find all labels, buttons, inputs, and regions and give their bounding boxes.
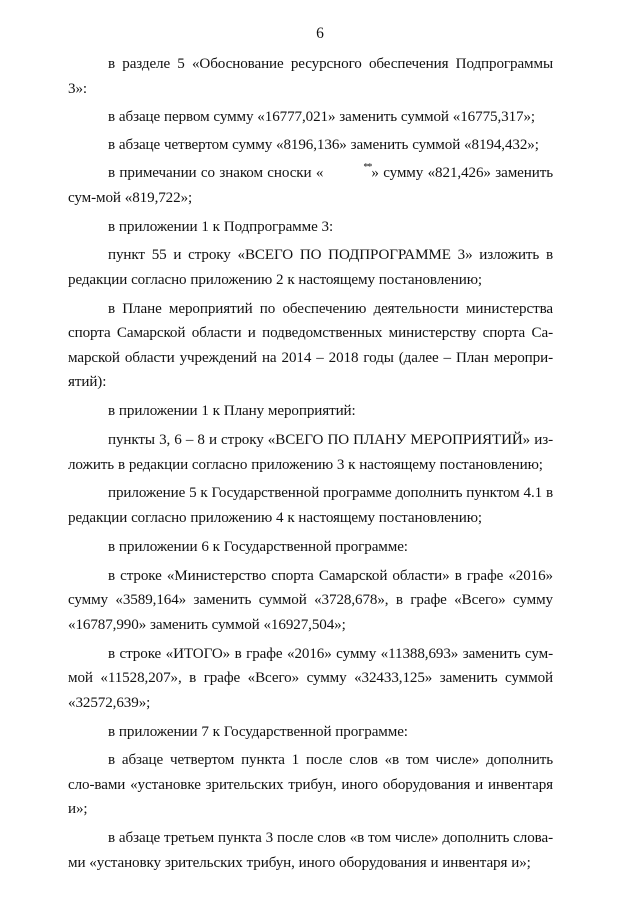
paragraph-item-3-third-abzac: в абзаце третьем пункта 3 после слов «в том числе» дополнить слова-ми «установку зрительских трибун, иного оборудования и инвентаря и»; <box>68 830 553 871</box>
paragraph-fourth-abzac: в абзаце четвертом сумму «8196,136» заменить суммой «8194,432»; <box>108 136 539 153</box>
paragraph-section-5: в разделе 5 «Обоснование ресурсного обеспечения Подпрограммы 3»: <box>68 56 553 97</box>
footnote-double-star: ** <box>363 162 372 174</box>
paragraph-appendix-6: в приложении 6 к Государственной программе: <box>108 538 408 555</box>
paragraph-appendix-1-plan: в приложении 1 к Плану мероприятий: <box>108 403 356 420</box>
paragraph-appendix-1-subprogram: в приложении 1 к Подпрограмме 3: <box>108 218 334 235</box>
footnote-note-before: в примечании со знаком сноски « <box>108 165 324 182</box>
paragraph-item-55: пункт 55 и строку «ВСЕГО ПО ПОДПРОГРАММЕ 3» изложить в редакции согласно приложению 2 к настоящему постановлению; <box>68 247 553 288</box>
document-body <box>68 52 553 880</box>
footnote-note-after: » сумму «821,426» заменить сум-мой «819,722»; <box>68 165 554 206</box>
paragraph-footnote-note <box>68 161 553 210</box>
paragraph-appendix-7: в приложении 7 к Государственной программе: <box>108 723 408 740</box>
paragraph-total-row: в строке «ИТОГО» в графе «2016» сумму «11388,693» заменить сум-мой «11528,207», в графе «Всего» сумму «32433,125» заменить суммой «32572,639»; <box>68 645 553 711</box>
paragraph-plan-of-activities: в Плане мероприятий по обеспечению деятельности министерства спорта Самарской области и подведомственных министерству спорта Са-марской области учреждений на 2014 – 2018 годы (далее – План меропри-ятий): <box>68 300 553 391</box>
paragraph-item-1-fourth-abzac: в абзаце четвертом пункта 1 после слов «в том числе» дополнить сло-вами «установке зрительских трибун, иного оборудования и инвентаря и»; <box>68 752 553 818</box>
paragraph-first-abzac: в абзаце первом сумму «16777,021» заменить суммой «16775,317»; <box>108 108 536 125</box>
paragraph-items-3-6-8: пункты 3, 6 – 8 и строку «ВСЕГО ПО ПЛАНУ МЕРОПРИЯТИЙ» из-ложить в редакции согласно приложению 3 к настоящему постановлению; <box>68 432 553 473</box>
paragraph-ministry-row: в строке «Министерство спорта Самарской области» в графе «2016» сумму «3589,164» заменить суммой «3728,678», в графе «Всего» сумму «16787,990» заменить суммой «16927,504»; <box>68 567 553 633</box>
paragraph-appendix-5: приложение 5 к Государственной программе дополнить пунктом 4.1 в редакции согласно приложению 4 к настоящему постановлению; <box>68 485 553 526</box>
page-number: 6 <box>316 25 324 42</box>
